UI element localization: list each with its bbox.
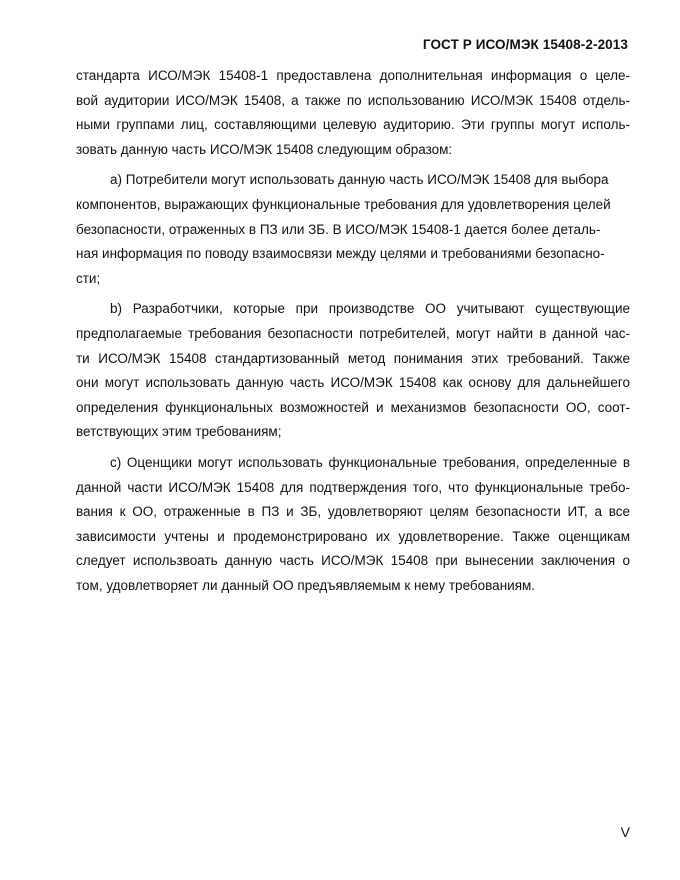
page-number: V	[620, 824, 630, 840]
list-item-a	[76, 168, 630, 291]
text-line: том, удовлетворяет ли данный ОО предъявляемым к нему требованиям.	[76, 577, 536, 593]
text-line: они могут использовать данную часть ИСО/МЭК 15408 как основу для дальнейшего	[76, 375, 630, 391]
document-body	[76, 64, 630, 598]
text-line: ветствующих этим требованиям;	[76, 424, 282, 440]
document-header: ГОСТ Р ИСО/МЭК 15408-2-2013	[422, 37, 628, 52]
text-line: b) Разработчики, которые при производстве ОО учитывают существующие	[110, 301, 630, 317]
text-line: вой аудитории ИСО/МЭК 15408, а также по использованию ИСО/МЭК 15408 отдель-	[76, 92, 630, 108]
text-line: ти ИСО/МЭК 15408 стандартизованный метод понимания этих требований. Также	[76, 350, 630, 366]
text-line: определения функциональных возможностей и механизмов безопасности ОО, соот-	[76, 399, 630, 415]
text-line: зависимости учтены и продемонстрировано их удовлетворение. Также оценщикам	[76, 528, 630, 544]
text-line: а) Потребители могут использовать данную часть ИСО/МЭК 15408 для выбора	[110, 172, 609, 188]
text-line: стандарта ИСО/МЭК 15408-1 предоставлена дополнительная информация о целе-	[76, 68, 630, 83]
text-line: данной части ИСО/МЭК 15408 для подтверждения того, что функциональные требо-	[76, 479, 630, 495]
text-line: зовать данную часть ИСО/МЭК 15408 следующим образом:	[76, 141, 453, 157]
text-line: вания к ОО, отраженные в ПЗ и ЗБ, удовлетворяют целям безопасности ИТ, а все	[76, 504, 630, 520]
text-line: ная информация по поводу взаимосвязи между целями и требованиями безопасно-	[76, 246, 605, 262]
text-line: следует использвоать данную часть ИСО/МЭК 15408 при вынесении заключения о	[76, 553, 630, 569]
text-line: с) Оценщики могут использовать функциональные требования, определенные в	[110, 454, 630, 470]
text-line: сти;	[76, 270, 101, 286]
list-item-c	[76, 451, 630, 599]
text-line: предполагаемые требования безопасности потребителей, могут найти в данной час-	[76, 325, 630, 341]
text-line: компонентов, выражающих функциональные требования для удовлетворения целей	[76, 196, 611, 212]
text-line: ными группами лиц, составляющими целевую аудиторию. Эти группы могут исполь-	[76, 117, 630, 133]
intro-paragraph	[76, 64, 630, 162]
text-line: безопасности, отраженных в ПЗ или ЗБ. В ИСО/МЭК 15408-1 дается более деталь-	[76, 221, 601, 237]
list-item-b	[76, 297, 630, 445]
